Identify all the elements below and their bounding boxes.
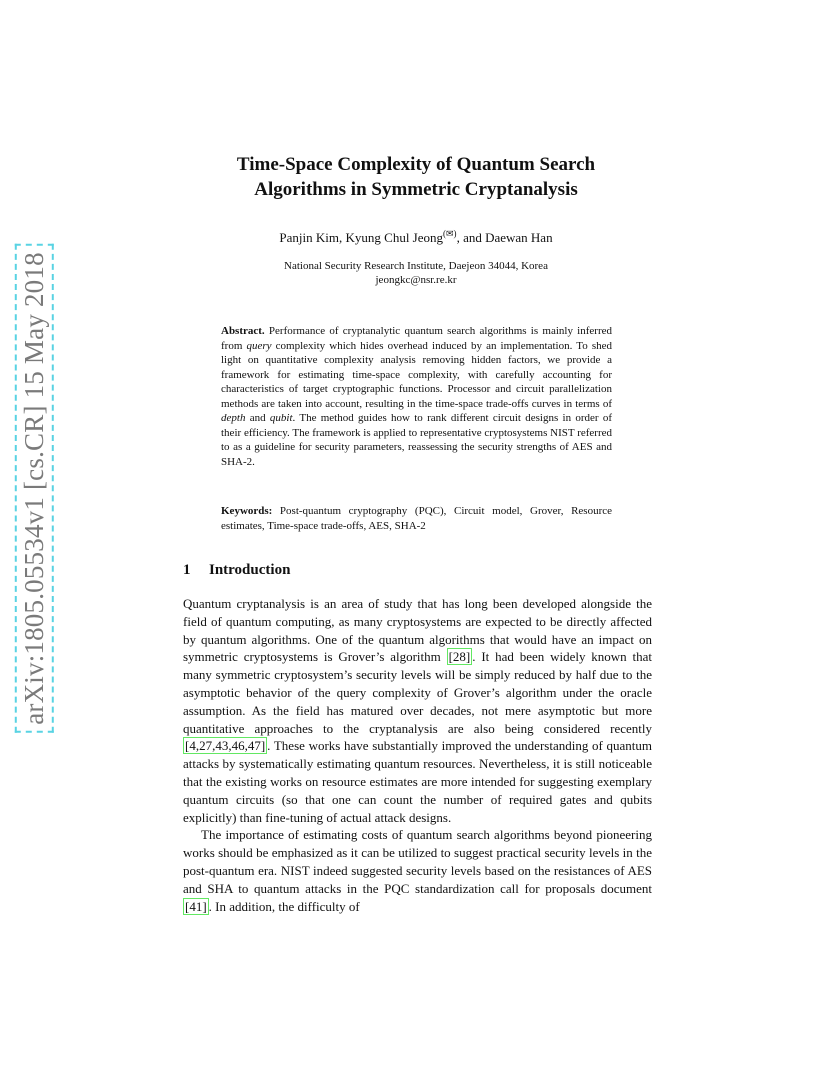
- keywords-text: Post-quantum cryptography (PQC), Circuit model, Grover, Resource estimates, Time-space trade-offs, AES, SHA-2: [221, 505, 612, 532]
- author-email[interactable]: jeongkc@nsr.re.kr: [375, 274, 457, 286]
- citation-link-28[interactable]: [28]: [448, 649, 471, 665]
- affiliation-block: [180, 259, 652, 287]
- paragraph-1-text-3: . These works have substantially improved the understanding of quantum attacks by systematically estimating quantum resources. Nevertheless, it is still noticeable that the existing works on resource estimates are more intended for suggesting exemplary quantum circuits (so that one can count the number of required gates and qubits explicitly) than fine-tuning of actual attack designs.: [183, 738, 652, 825]
- abstract-label: Abstract.: [221, 325, 265, 337]
- paper-title: [180, 152, 652, 202]
- author-list: [180, 229, 652, 247]
- abstract-text-4: . The method guides how to rank different circuit designs in order of their efficiency. The framework is applied to representative cryptosystems NIST referred to as a guideline for security parameters, reassessing the security strengths of AES and SHA-2.: [221, 412, 612, 468]
- introduction-body: [183, 595, 652, 915]
- abstract-text-3: and: [245, 412, 270, 424]
- abstract-emphasis-query: query: [246, 339, 272, 352]
- keywords-label: Keywords:: [221, 505, 273, 517]
- paragraph-1-text-1: Quantum cryptanalysis is an area of study that has long been developed alongside the field of quantum computing, as many cryptosystems are expected to be directly affected by quantum algorithms. One of the quantum algorithms that would have an impact on symmetric cryptosystems is Grover’s algorithm: [183, 596, 652, 665]
- arxiv-identifier[interactable]: arXiv:1805.05534v1 [cs.CR] 15 May 2018: [15, 244, 54, 733]
- authors-part-1: Panjin Kim, Kyung Chul Jeong: [279, 230, 444, 245]
- paragraph-1: [183, 595, 652, 826]
- section-number: 1: [183, 562, 191, 578]
- authors-part-2: , and Daewan Han: [456, 230, 553, 245]
- keywords: [221, 504, 612, 533]
- abstract: [221, 324, 612, 469]
- paragraph-2-text-1: The importance of estimating costs of quantum search algorithms beyond pioneering works should be emphasized as it can be utilized to suggest practical security levels in the post-quantum era. NIST indeed suggested security levels based on the resistances of AES and SHA to quantum attacks in the PQC standardization call for proposals document: [183, 827, 652, 896]
- paragraph-1-text-2: . It had been widely known that many symmetric cryptosystem’s security levels will be simply reduced by half due to the asymptotic behavior of the query complexity of Grover’s algorithm under the oracle assumption. As the field has matured over decades, not mere asymptotic but more quantitative approaches to the cryptanalysis are also being considered recently: [183, 649, 652, 736]
- paragraph-2-text-2: . In addition, the difficulty of: [208, 898, 360, 914]
- paragraph-2: [183, 826, 652, 915]
- arxiv-sidebar-stamp: [14, 238, 54, 738]
- abstract-emphasis-depth: depth: [221, 412, 246, 424]
- abstract-text-1: Performance of cryptanalytic quantum search algorithms is mainly inferred from: [221, 325, 612, 352]
- section-heading-introduction: [183, 561, 290, 579]
- title-line-2: Algorithms in Symmetric Cryptanalysis: [254, 179, 578, 200]
- citation-link-41[interactable]: [41]: [185, 898, 207, 914]
- title-line-1: Time-Space Complexity of Quantum Search: [236, 154, 596, 175]
- abstract-emphasis-qubit: qubit: [269, 412, 293, 424]
- envelope-icon: (✉): [443, 228, 457, 239]
- affiliation: National Security Research Institute, Daejeon 34044, Korea: [284, 260, 548, 272]
- abstract-text-2: complexity which hides overhead induced by an implementation. To shed light on quantitative complexity analysis removing hidden factors, we provide a framework for estimating time-space complexity, with carefully accounting for characteristics of target cryptographic functions. Processor and circuit parallelization methods are taken into account, resulting in the time-space trade-offs curves in terms of: [221, 339, 612, 410]
- section-title: Introduction: [209, 562, 291, 578]
- citation-link-group[interactable]: [4,27,43,46,47]: [185, 738, 266, 754]
